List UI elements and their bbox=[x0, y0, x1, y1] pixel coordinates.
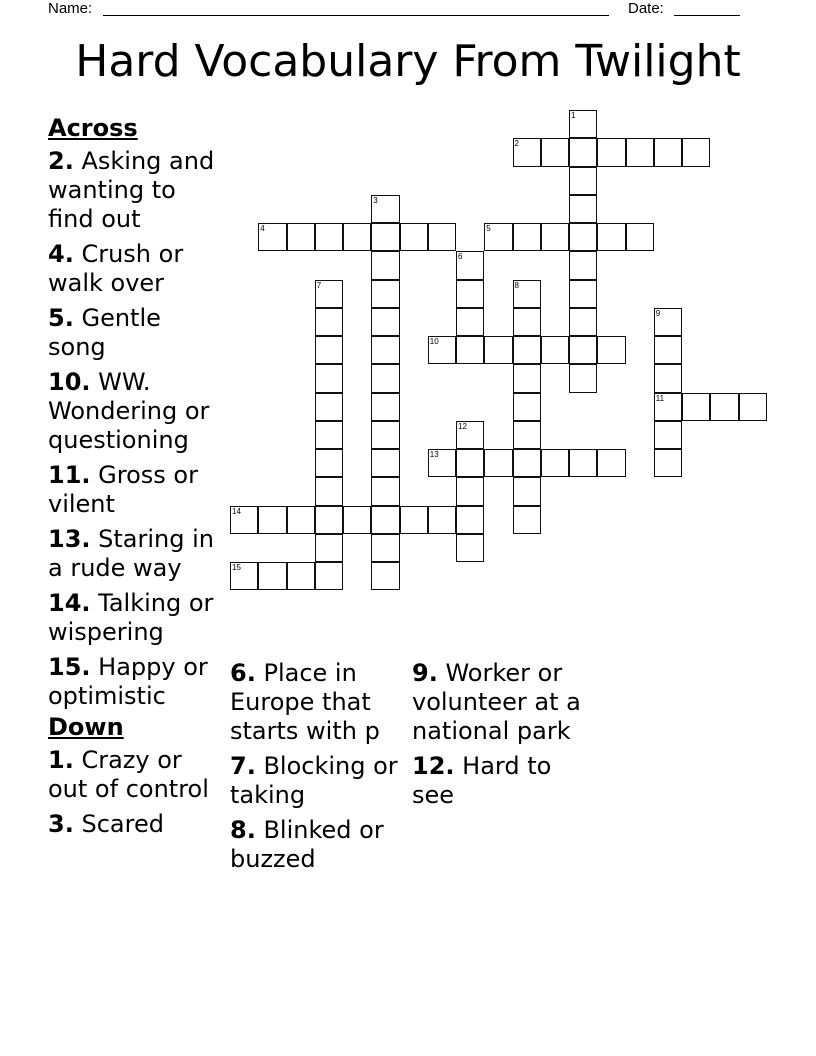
clue-across-13: 13. Staring in a rude way bbox=[48, 525, 214, 582]
grid-cell[interactable] bbox=[541, 449, 569, 477]
grid-cell[interactable] bbox=[654, 336, 682, 364]
clue-down-6: 6. Place in Europe that starts with p bbox=[230, 659, 380, 745]
grid-cell[interactable] bbox=[371, 336, 399, 364]
cell-number: 7 bbox=[316, 280, 322, 290]
grid-cell[interactable] bbox=[371, 534, 399, 562]
cell-number: 8 bbox=[514, 280, 519, 290]
down-heading: Down bbox=[48, 713, 124, 741]
grid-cell[interactable] bbox=[654, 449, 682, 477]
clue-across-15: 15. Happy or optimistic bbox=[48, 653, 208, 710]
grid-cell[interactable] bbox=[654, 393, 682, 421]
grid-cell[interactable] bbox=[513, 393, 541, 421]
cell-number: 15 bbox=[232, 563, 241, 572]
grid-cell[interactable] bbox=[513, 280, 541, 308]
clues-column-1 bbox=[48, 114, 226, 845]
grid-cell[interactable] bbox=[428, 223, 456, 251]
grid-cell[interactable] bbox=[287, 562, 315, 590]
cell-number: 9 bbox=[655, 308, 661, 318]
name-label: Name: bbox=[48, 0, 93, 17]
across-heading: Across bbox=[48, 114, 138, 142]
cell-number: 3 bbox=[373, 195, 378, 205]
grid-cell[interactable] bbox=[513, 421, 541, 449]
cell-number: 2 bbox=[514, 139, 519, 149]
grid-cell[interactable] bbox=[456, 506, 484, 534]
grid-cell[interactable] bbox=[710, 393, 738, 421]
page-title: Hard Vocabulary From Twilight bbox=[75, 36, 741, 87]
grid-cell[interactable] bbox=[400, 506, 428, 534]
grid-cell[interactable] bbox=[315, 393, 343, 421]
cell-number: 5 bbox=[486, 224, 491, 233]
clue-across-14: 14. Talking or wispering bbox=[48, 589, 214, 646]
grid-cell[interactable] bbox=[456, 449, 484, 477]
grid-cell[interactable] bbox=[315, 421, 343, 449]
grid-cell[interactable] bbox=[315, 534, 343, 562]
grid-cell[interactable] bbox=[371, 449, 399, 477]
grid-cell[interactable] bbox=[371, 477, 399, 505]
grid-cell[interactable] bbox=[513, 477, 541, 505]
grid-cell[interactable] bbox=[597, 138, 625, 166]
clue-down-1: 1. Crazy or out of control bbox=[48, 746, 209, 803]
grid-cell[interactable] bbox=[428, 449, 456, 477]
grid-cell[interactable] bbox=[315, 336, 343, 364]
grid-cell[interactable] bbox=[315, 562, 343, 590]
grid-cell[interactable] bbox=[456, 421, 484, 449]
grid-cell[interactable] bbox=[287, 506, 315, 534]
clue-down-9: 9. Worker or volunteer at a national park bbox=[412, 659, 581, 745]
header bbox=[48, 0, 748, 20]
cell-number: 10 bbox=[429, 337, 439, 346]
grid-cell[interactable] bbox=[513, 364, 541, 392]
grid-cell[interactable] bbox=[315, 223, 343, 251]
name-field[interactable] bbox=[103, 15, 609, 16]
cell-number: 6 bbox=[458, 252, 463, 262]
grid-cell[interactable] bbox=[597, 336, 625, 364]
grid-cell[interactable] bbox=[682, 138, 710, 166]
grid-cell[interactable] bbox=[569, 223, 597, 251]
grid-cell[interactable] bbox=[371, 364, 399, 392]
grid-cell[interactable] bbox=[626, 138, 654, 166]
grid-cell[interactable] bbox=[682, 393, 710, 421]
grid-cell[interactable] bbox=[456, 336, 484, 364]
grid-cell[interactable] bbox=[371, 223, 399, 251]
grid-cell[interactable] bbox=[343, 223, 371, 251]
grid-cell[interactable] bbox=[258, 506, 286, 534]
grid-cell[interactable] bbox=[371, 280, 399, 308]
grid-cell[interactable] bbox=[513, 506, 541, 534]
grid-cell[interactable] bbox=[371, 251, 399, 279]
grid-cell[interactable] bbox=[569, 280, 597, 308]
grid-cell[interactable] bbox=[456, 308, 484, 336]
grid-cell[interactable] bbox=[315, 449, 343, 477]
date-field[interactable] bbox=[674, 15, 740, 16]
grid-cell[interactable] bbox=[569, 308, 597, 336]
grid-cell[interactable] bbox=[597, 449, 625, 477]
grid-cell[interactable] bbox=[371, 421, 399, 449]
grid-cell[interactable] bbox=[371, 393, 399, 421]
clues-column-2 bbox=[230, 659, 408, 880]
grid-cell[interactable] bbox=[371, 195, 399, 223]
grid-cell[interactable] bbox=[484, 223, 512, 251]
grid-cell[interactable] bbox=[456, 477, 484, 505]
date-label: Date: bbox=[628, 0, 664, 17]
clue-down-8: 8. Blinked or buzzed bbox=[230, 816, 384, 873]
cell-number: 13 bbox=[429, 450, 439, 459]
grid-cell[interactable] bbox=[456, 251, 484, 279]
clue-across-2: 2. Asking and wanting to find out bbox=[48, 147, 215, 233]
grid-cell[interactable] bbox=[739, 393, 767, 421]
clue-across-5: 5. Gentle song bbox=[48, 304, 161, 361]
clue-down-3: 3. Scared bbox=[48, 810, 164, 838]
grid-cell[interactable] bbox=[230, 562, 258, 590]
cell-number: 1 bbox=[571, 111, 576, 120]
grid-cell[interactable] bbox=[654, 421, 682, 449]
grid-cell[interactable] bbox=[258, 223, 286, 251]
grid-cell[interactable] bbox=[371, 308, 399, 336]
cell-number: 4 bbox=[260, 224, 265, 233]
grid-cell[interactable] bbox=[315, 477, 343, 505]
grid-cell[interactable] bbox=[541, 223, 569, 251]
cell-number: 14 bbox=[232, 506, 241, 516]
grid-cell[interactable] bbox=[513, 336, 541, 364]
grid-cell[interactable] bbox=[315, 280, 343, 308]
clue-across-4: 4. Crush or walk over bbox=[48, 240, 184, 297]
cell-number: 11 bbox=[655, 393, 665, 403]
grid-cell[interactable] bbox=[287, 223, 315, 251]
grid-cell[interactable] bbox=[371, 562, 399, 590]
grid-cell[interactable] bbox=[456, 280, 484, 308]
grid-cell[interactable] bbox=[456, 534, 484, 562]
grid-cell[interactable] bbox=[541, 138, 569, 166]
grid-cell[interactable] bbox=[428, 336, 456, 364]
grid-cell[interactable] bbox=[654, 308, 682, 336]
grid-cell[interactable] bbox=[428, 506, 456, 534]
grid-cell[interactable] bbox=[626, 223, 654, 251]
grid-cell[interactable] bbox=[513, 449, 541, 477]
grid-cell[interactable] bbox=[400, 223, 428, 251]
grid-cell[interactable] bbox=[484, 449, 512, 477]
grid-cell[interactable] bbox=[513, 223, 541, 251]
grid-cell[interactable] bbox=[569, 251, 597, 279]
cell-number: 12 bbox=[458, 421, 467, 431]
grid-cell[interactable] bbox=[569, 167, 597, 195]
grid-cell[interactable] bbox=[315, 308, 343, 336]
grid-cell[interactable] bbox=[230, 506, 258, 534]
grid-cell[interactable] bbox=[315, 506, 343, 534]
grid-cell[interactable] bbox=[569, 195, 597, 223]
clues-column-3 bbox=[412, 659, 590, 816]
grid-cell[interactable] bbox=[484, 336, 512, 364]
grid-cell[interactable] bbox=[569, 336, 597, 364]
clue-down-12: 12. Hard to see bbox=[412, 752, 552, 809]
grid-cell[interactable] bbox=[343, 506, 371, 534]
grid-cell[interactable] bbox=[569, 449, 597, 477]
clue-down-7: 7. Blocking or taking bbox=[230, 752, 398, 809]
grid-cell[interactable] bbox=[569, 138, 597, 166]
grid-cell[interactable] bbox=[654, 364, 682, 392]
grid-cell[interactable] bbox=[315, 364, 343, 392]
grid-cell[interactable] bbox=[597, 223, 625, 251]
grid-cell[interactable] bbox=[569, 364, 597, 392]
grid-cell[interactable] bbox=[258, 562, 286, 590]
grid-cell[interactable] bbox=[654, 138, 682, 166]
clue-across-10: 10. WW. Wondering or questioning bbox=[48, 368, 210, 454]
clue-across-11: 11. Gross or vilent bbox=[48, 461, 198, 518]
grid-cell[interactable] bbox=[541, 336, 569, 364]
grid-cell[interactable] bbox=[371, 506, 399, 534]
grid-cell[interactable] bbox=[513, 138, 541, 166]
grid-cell[interactable] bbox=[569, 110, 597, 138]
grid-cell[interactable] bbox=[513, 308, 541, 336]
